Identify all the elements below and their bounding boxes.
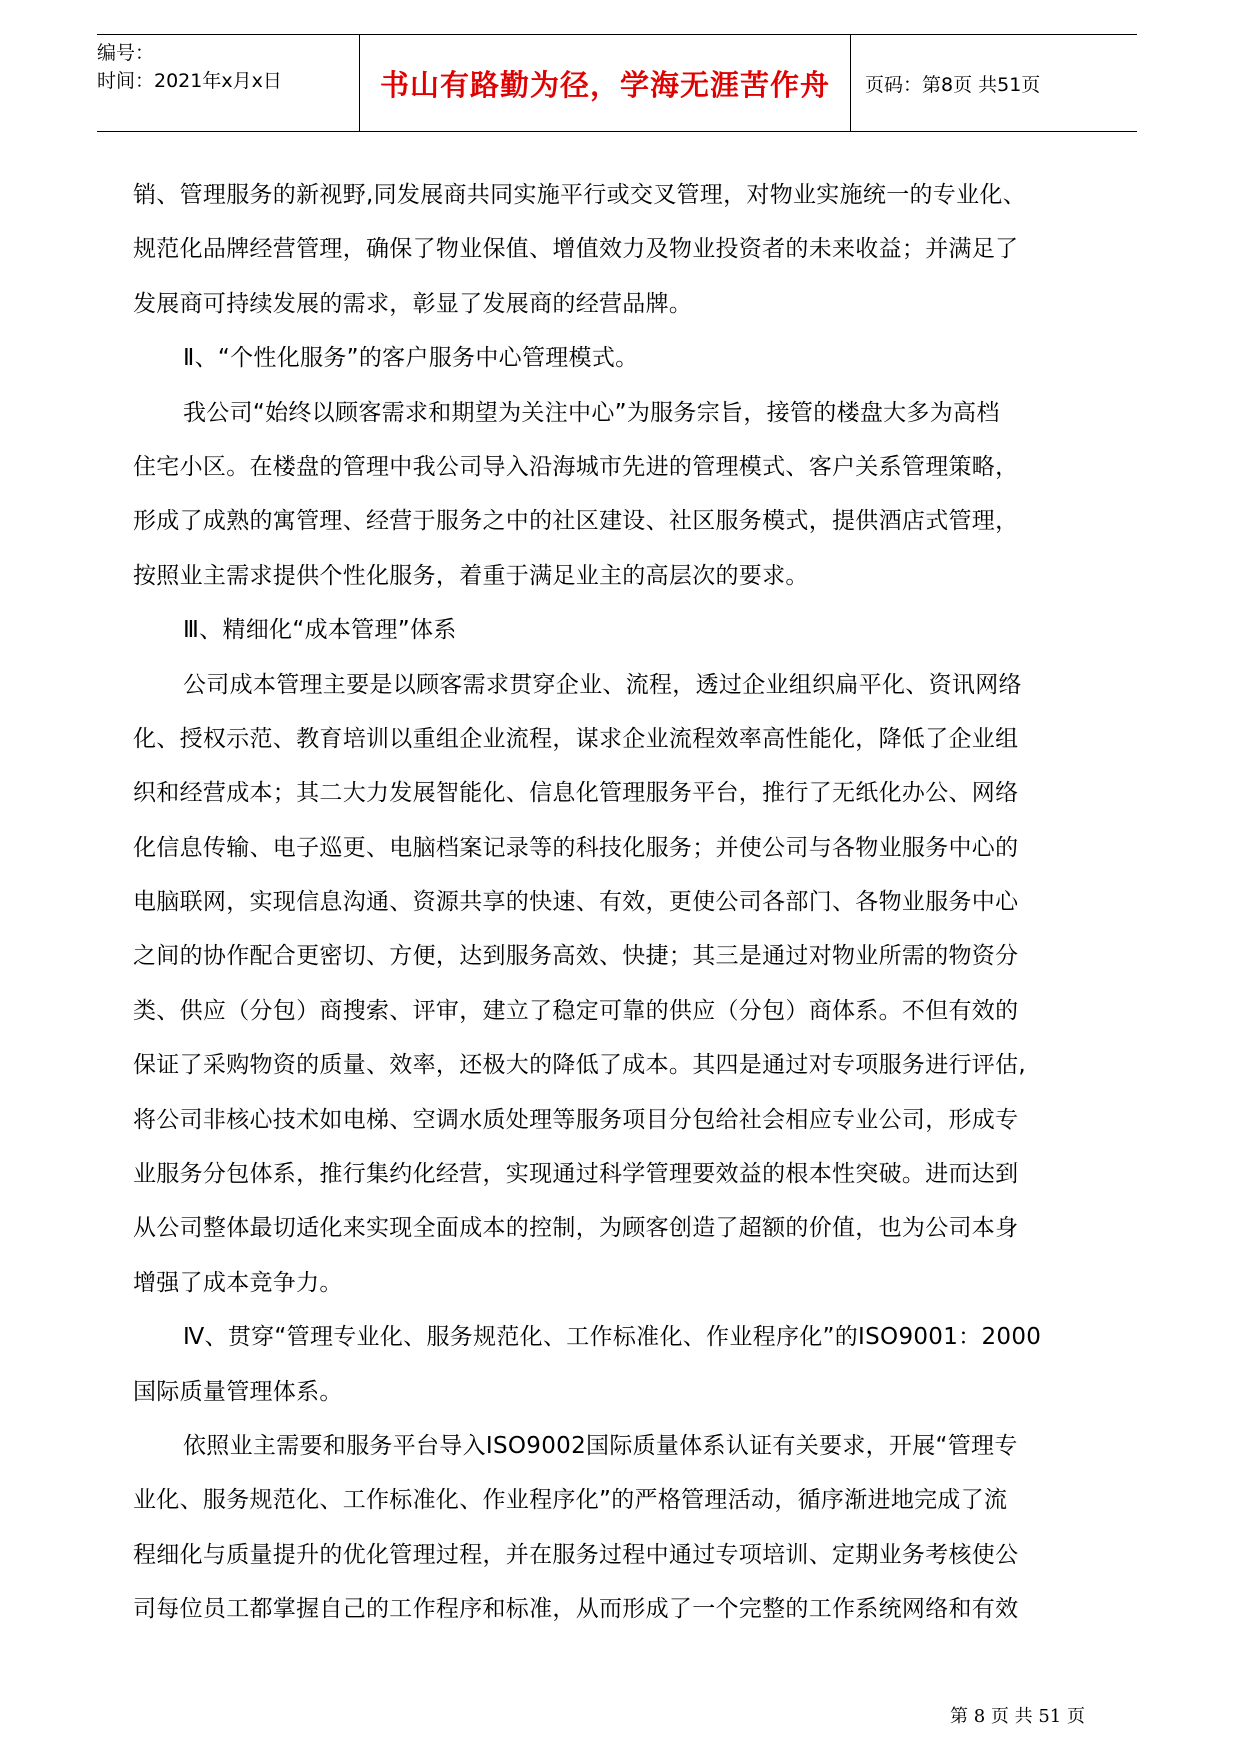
motto-text: 书山有路勤为径，学海无涯苦作舟 [379,67,830,102]
body-text-line: 形成了成熟的寓管理、经营于服务之中的社区建设、社区服务模式，提供酒店式管理， [133,508,1019,535]
body-text-line: 化、授权示范、教育培训以重组企业流程，谋求企业流程效率高性能化，降低了企业组 [133,725,1019,752]
body-text-line: 从公司整体最切适化来实现全面成本的控制，为顾客创造了超额的价值，也为公司本身 [133,1215,1019,1242]
document-body [133,168,1118,1637]
body-text-line: 程细化与质量提升的优化管理过程，并在服务过程中通过专项培训、定期业务考核使公 [133,1541,1019,1568]
body-text-line: 按照业主需求提供个性化服务，着重于满足业主的高层次的要求。 [133,562,809,589]
header-motto-cell [359,35,851,131]
body-text-line: Ⅲ、精细化“成本管理”体系 [183,617,457,644]
body-text-line: 化信息传输、电子巡更、电脑档案记录等的科技化服务；并使公司与各物业服务中心的 [133,834,1019,861]
body-text-line: 司每位员工都掌握自己的工作程序和标准，从而形成了一个完整的工作系统网络和有效 [133,1596,1019,1623]
body-text-line: 发展商可持续发展的需求，彰显了发展商的经营品牌。 [133,290,693,317]
body-text-line: 销、管理服务的新视野,同发展商共同实施平行或交叉管理，对物业实施统一的专业化、 [133,182,1027,208]
body-text-line: Ⅳ、贯穿“管理专业化、服务规范化、工作标准化、作业程序化”的ISO9001：2000 [183,1324,1042,1351]
page-footer [950,1702,1085,1728]
footer-page-number: 第 8 页 共 51 页 [950,1706,1085,1727]
body-text-line: 保证了采购物资的质量、效率，还极大的降低了成本。其四是通过对专项服务进行评估, [133,1052,1027,1079]
page-header [97,34,1137,132]
header-meta [97,35,357,131]
body-text-line: 住宅小区。在楼盘的管理中我公司导入沿海城市先进的管理模式、客户关系管理策略， [133,453,1019,480]
body-text-line: 之间的协作配合更密切、方便，达到服务高效、快捷；其三是通过对物业所需的物资分 [133,943,1019,970]
body-text-line: 依照业主需要和服务平台导入ISO9002国际质量体系认证有关要求，开展“管理专 [183,1432,1018,1459]
body-text-line: 公司成本管理主要是以顾客需求贯穿企业、流程，透过企业组织扁平化、资讯网络 [183,671,1022,698]
body-text-line: 规范化品牌经营管理，确保了物业保值、增值效力及物业投资者的未来收益；并满足了 [133,236,1019,263]
body-text-line: 将公司非核心技术如电梯、空调水质处理等服务项目分包给社会相应专业公司，形成专 [133,1106,1019,1133]
body-text-line: 业服务分包体系，推行集约化经营，实现通过科学管理要效益的根本性突破。进而达到 [133,1161,1019,1188]
body-text-line: 国际质量管理体系。 [133,1378,343,1405]
document-date: 时间：2021年x月x日 [97,70,282,92]
page-code-text: 页码：第8页 共51页 [865,73,1041,96]
body-text-line: 电脑联网，实现信息沟通、资源共享的快速、有效，更使公司各部门、各物业服务中心 [133,889,1019,916]
body-text-line: 业化、服务规范化、工作标准化、作业程序化”的严格管理活动，循序渐进地完成了流 [133,1487,1008,1514]
body-text-line: 增强了成本竞争力。 [133,1269,343,1296]
body-text-line: 我公司“始终以顾客需求和期望为关注中心”为服务宗旨，接管的楼盘大多为高档 [183,399,1000,426]
header-page-code [865,35,1135,131]
body-text-line: 织和经营成本；其二大力发展智能化、信息化管理服务平台，推行了无纸化办公、网络 [133,780,1019,807]
body-text-line: Ⅱ、“个性化服务”的客户服务中心管理模式。 [183,345,639,372]
body-text-line: 类、供应（分包）商搜索、评审，建立了稳定可靠的供应（分包）商体系。不但有效的 [133,997,1019,1024]
document-number-label: 编号： [97,42,155,64]
